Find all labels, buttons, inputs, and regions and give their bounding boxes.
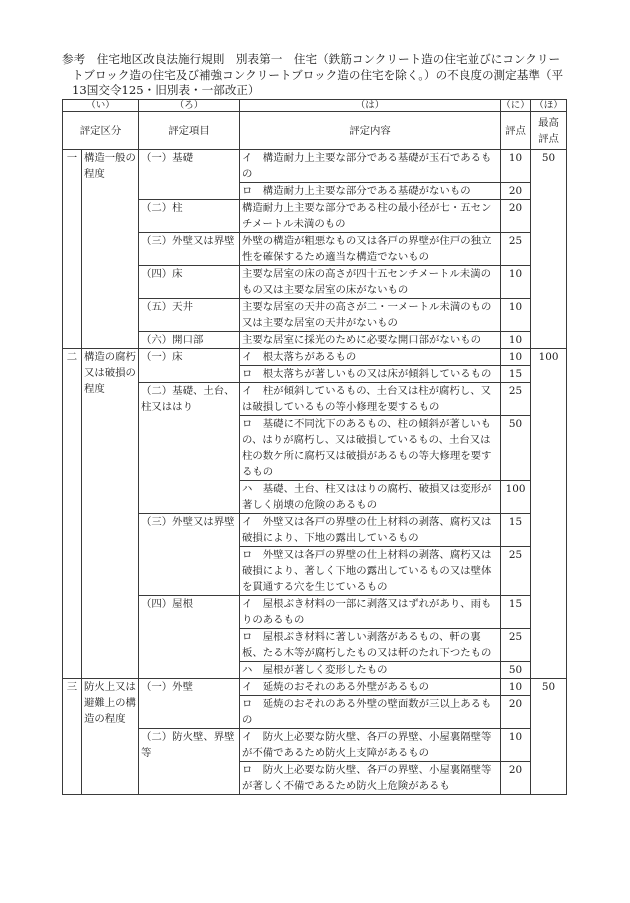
evaluation-content: 構造耐力上主要な部分である柱の最小径が七・五センチメートル未満のもの <box>240 200 501 233</box>
evaluation-content: ハ 屋根が著しく変形したもの <box>240 662 501 679</box>
score-value: 25 <box>501 233 531 266</box>
evaluation-item: （三）外壁又は界壁 <box>139 233 240 266</box>
evaluation-item: （一）床 <box>139 349 240 383</box>
evaluation-content: 主要な居室の床の高さが四十五センチメートル未満のもの又は主要な居室の床がないもの <box>240 266 501 299</box>
evaluation-content: イ 構造耐力上主要な部分である基礎が玉石であるもの <box>240 150 501 183</box>
evaluation-content: 外壁の構造が粗悪なもの又は各戸の界壁が住戸の独立性を確保するため適当な構造でないもの <box>240 233 501 266</box>
score-value: 10 <box>501 332 531 349</box>
header-item: 評定項目 <box>139 112 240 150</box>
evaluation-content: ロ 根太落ちが著しいもの又は床が傾斜しているもの <box>240 366 501 383</box>
column-letter: （に） <box>501 100 530 111</box>
score-value: 25 <box>501 629 531 662</box>
score-value: 10 <box>501 349 531 366</box>
table-row <box>63 150 567 183</box>
table-row <box>63 679 567 696</box>
score-value: 15 <box>501 514 531 547</box>
score-value: 25 <box>501 547 531 596</box>
caption-line-2: トブロック造の住宅及び補強コンクリートブロック造の住宅を除く。）の不良度の測定基準（平 <box>72 67 564 82</box>
table-row <box>63 349 567 366</box>
caption-line-1: 参考 住宅地区改良法施行規則 別表第一 住宅（鉄筋コンクリート造の住宅並びにコンクリー <box>62 52 561 66</box>
table-row <box>63 596 567 629</box>
column-letter-row <box>63 100 567 112</box>
evaluation-item: （二）防火壁、界壁等 <box>139 729 240 795</box>
section-number: 二 <box>63 349 82 679</box>
score-value: 10 <box>501 266 531 299</box>
evaluation-content: イ 延焼のおそれのある外壁があるもの <box>240 679 501 696</box>
header-max-score: 最高評点 <box>531 112 567 150</box>
evaluation-item: （二）基礎、土台、柱又ははり <box>139 383 240 514</box>
table-row <box>63 266 567 299</box>
evaluation-content: イ 屋根ぶき材料の一部に剥落又はずれがあり、雨もりのあるもの <box>240 596 501 629</box>
max-score-value: 100 <box>531 349 567 679</box>
section-category: 構造一般の程度 <box>82 150 139 349</box>
header-score: 評点 <box>501 112 531 150</box>
score-value: 20 <box>501 200 531 233</box>
table-row <box>63 729 567 762</box>
score-value: 15 <box>501 596 531 629</box>
section-number: 三 <box>63 679 82 795</box>
evaluation-content: ロ 基礎に不同沈下のあるもの、柱の傾斜が著しいもの、はりが腐朽し、又は破損しているもの、土台又は柱の数ケ所に腐朽又は破損があるもの等大修理を要するもの <box>240 416 501 481</box>
evaluation-item: （三）外壁又は界壁 <box>139 514 240 596</box>
max-score-value: 50 <box>531 679 567 795</box>
column-letter: （い） <box>63 100 139 112</box>
evaluation-content: 主要な居室の天井の高さが二・一メートル未満のもの又は主要な居室の天井がないもの <box>240 299 501 332</box>
evaluation-item: （六）開口部 <box>139 332 240 349</box>
evaluation-content: イ 根太落ちがあるもの <box>240 349 501 366</box>
evaluation-content: ロ 屋根ぶき材料に著しい剥落があるもの、軒の裏板、たる木等が腐朽したもの又は軒のたれ下つたもの <box>240 629 501 662</box>
header-category: 評定区分 <box>63 112 139 150</box>
score-value: 20 <box>501 183 531 200</box>
criteria-table <box>62 99 567 795</box>
section-number: 一 <box>63 150 82 349</box>
score-value: 15 <box>501 366 531 383</box>
score-value: 10 <box>501 299 531 332</box>
max-score-value: 50 <box>531 150 567 349</box>
evaluation-item: （一）外壁 <box>139 679 240 729</box>
score-value: 25 <box>501 383 531 416</box>
column-letter: （ろ） <box>139 100 240 112</box>
evaluation-item: （五）天井 <box>139 299 240 332</box>
evaluation-content: イ 外壁又は各戸の界壁の仕上材料の剥落、腐朽又は破損により、下地の露出しているもの <box>240 514 501 547</box>
table-row <box>63 233 567 266</box>
evaluation-content: イ 防火上必要な防火壁、各戸の界壁、小屋裏隔壁等が不備であるため防火上支障があるもの <box>240 729 501 762</box>
score-value: 20 <box>501 696 531 729</box>
evaluation-content: ロ 外壁又は各戸の界壁の仕上材料の剥落、腐朽又は破損により、著しく下地の露出しているもの又は壁体を貫通する穴を生じているもの <box>240 547 501 596</box>
evaluation-content: 主要な居室に採光のために必要な開口部がないもの <box>240 332 501 349</box>
evaluation-content: ハ 基礎、土台、柱又ははりの腐朽、破損又は変形が著しく崩壊の危険のあるもの <box>240 481 501 514</box>
header-row <box>63 112 567 150</box>
score-value: 20 <box>501 762 531 795</box>
evaluation-item: （一）基礎 <box>139 150 240 200</box>
header-content: 評定内容 <box>240 112 501 150</box>
table-row <box>63 200 567 233</box>
evaluation-item: （四）床 <box>139 266 240 299</box>
caption-line-3: 13国交令125・旧別表・一部改正） <box>72 83 260 97</box>
score-value: 100 <box>501 481 531 514</box>
evaluation-content: ロ 構造耐力上主要な部分である基礎がないもの <box>240 183 501 200</box>
evaluation-item: （二）柱 <box>139 200 240 233</box>
column-letter: （は） <box>240 100 501 112</box>
table-row <box>63 299 567 332</box>
table-row <box>63 332 567 349</box>
score-value: 10 <box>501 679 531 696</box>
column-letter: （ほ） <box>531 100 567 112</box>
score-value: 10 <box>501 150 531 183</box>
section-category: 防火上又は避難上の構造の程度 <box>82 679 139 795</box>
score-value: 10 <box>501 729 531 762</box>
section-category: 構造の腐朽又は破損の程度 <box>82 349 139 679</box>
evaluation-content: イ 柱が傾斜しているもの、土台又は柱が腐朽し、又は破損しているもの等小修理を要するもの <box>240 383 501 416</box>
evaluation-item: （四）屋根 <box>139 596 240 679</box>
score-value: 50 <box>501 662 531 679</box>
table-row <box>63 383 567 416</box>
evaluation-content: ロ 延焼のおそれのある外壁の壁面数が三以上あるもの <box>240 696 501 729</box>
caption <box>62 52 582 99</box>
table-row <box>63 514 567 547</box>
evaluation-content: ロ 防火上必要な防火壁、各戸の界壁、小屋裏隔壁等が著しく不備であるため防火上危険があるも <box>240 762 501 795</box>
score-value: 50 <box>501 416 531 481</box>
